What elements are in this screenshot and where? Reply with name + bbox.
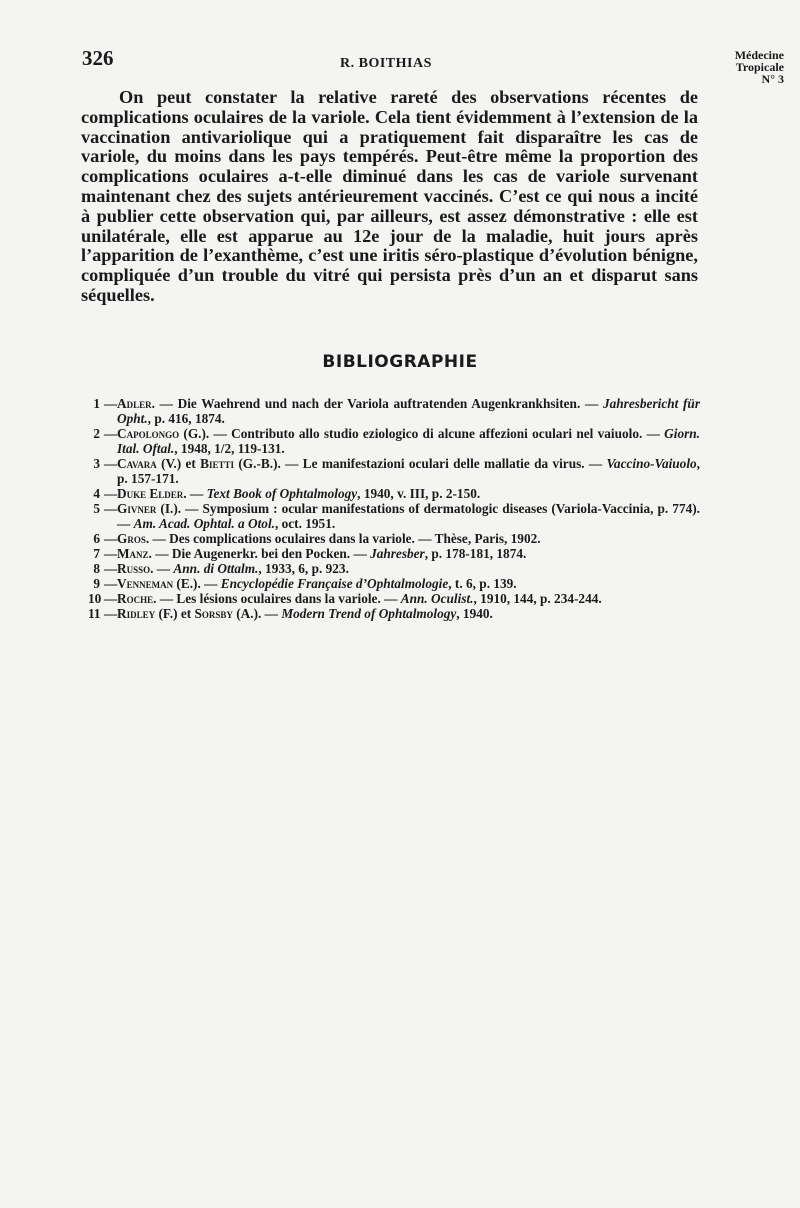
reference-10 [88, 591, 700, 606]
ref-details: , 1940. [456, 606, 493, 621]
ref-journal: Ann. Oculist. [400, 591, 474, 606]
reference-11 [88, 606, 700, 621]
ref-number: 1 [93, 396, 100, 411]
ref-author-2: Bietti [200, 456, 235, 471]
ref-text: — Des complications oculaires dans la variole. — Thèse, Paris, 1902. [149, 531, 541, 546]
ref-text: — [153, 561, 174, 576]
ref-details: , 1940, v. III, p. 2-150. [357, 486, 481, 501]
ref-number: 3 [93, 456, 100, 471]
ref-details: , t. 6, p. 139. [448, 576, 517, 591]
ref-text: — Die Augenerkr. bei den Pocken. — [151, 546, 371, 561]
ref-details: , p. 416, 1874. [147, 411, 225, 426]
ref-author-2: Sorsby [194, 606, 233, 621]
ref-text-2: (G.-B.). — Le manifestazioni oculari delle mallatie da virus. — [234, 456, 607, 471]
ref-details: , p. 178-181, 1874. [424, 546, 527, 561]
ref-author: Gros. [117, 531, 150, 546]
ref-journal: Text Book of Ophtalmology [206, 486, 358, 501]
ref-journal: Jahresber [370, 546, 425, 561]
reference-5 [88, 501, 700, 531]
ref-journal: Encyclopédie Française d’Ophtalmologie [220, 576, 449, 591]
ref-dash: — [104, 486, 118, 501]
ref-text: — Die Waehrend und nach der Variola auftratenden Augenkrankhsiten. — [154, 396, 603, 411]
ref-dash: — [104, 501, 118, 516]
journal-name-line1: Médecine [734, 48, 784, 62]
ref-text: (G.). — Contributo allo studio eziologico di alcune affezioni oculari nel vaiuolo. — [179, 426, 665, 441]
ref-number: 8 [93, 561, 100, 576]
ref-text: — [186, 486, 207, 501]
ref-dash: — [104, 561, 118, 576]
ref-details: , p. 157-171. [117, 456, 700, 486]
ref-dash: — [104, 531, 118, 546]
ref-text: — Les lésions oculaires dans la variole. — [156, 591, 401, 606]
ref-text: (I.). — Symposium : ocular manifestations of dermatologic diseases (Variola-Vaccinia, p. 774). — [117, 501, 700, 531]
journal-name-line2: Tropicale [735, 60, 784, 74]
ref-journal: Giorn. Ital. Oftal. [117, 426, 700, 456]
reference-8 [88, 561, 700, 576]
ref-dash: — [104, 456, 118, 471]
ref-number: 4 [93, 486, 100, 501]
ref-author: Givner [117, 501, 157, 516]
bibliography-list [88, 396, 700, 621]
ref-number: 7 [93, 546, 100, 561]
ref-author: Ridley [117, 606, 156, 621]
ref-author: Cavara [117, 456, 157, 471]
ref-number: 2 [93, 426, 100, 441]
ref-dash: — [104, 546, 118, 561]
ref-author: Venneman [117, 576, 174, 591]
ref-number: 10 [88, 591, 102, 606]
ref-details: , 1910, 144, p. 234-244. [473, 591, 602, 606]
ref-dash: — [104, 396, 118, 411]
page-number: 326 [82, 46, 114, 70]
body-paragraph: On peut constater la relative rareté des observations récentes de complications oculaires de la variole. Cela tient évidemment à l’extension de la vaccination antivariolique qui a pratiquement fait disparaître les cas de variole, du moins dans les pays tempérés. Peut-être même la proportion des complications oculaires a-t-elle diminué dans les cas de variole survenant maintenant chez des sujets antérieurement vaccinés. C’est ce qui nous a incité à publier cette observation qui, par ailleurs, est assez démonstrative : elle est unilatérale, elle est apparue au 12e jour de la maladie, huit jours après l’apparition de l’exanthème, c’est une iritis séro-plastique d’évolution bénigne, compliquée d’un trouble du vitré qui persista près d’un an et disparut sans séquelles. [81, 87, 698, 305]
ref-journal: Modern Trend of Ophtalmology [281, 606, 457, 621]
reference-9 [88, 576, 700, 591]
reference-7 [88, 546, 700, 561]
reference-6 [88, 531, 700, 546]
ref-text-2: (A.). — [232, 606, 282, 621]
ref-author: Adler. [117, 396, 155, 411]
ref-journal: Vaccino-Vaiuolo [606, 456, 697, 471]
ref-author: Manz. [117, 546, 152, 561]
ref-dash: — [104, 591, 118, 606]
ref-number: 9 [93, 576, 100, 591]
ref-details: , 1933, 6, p. 923. [258, 561, 349, 576]
reference-1 [88, 396, 700, 426]
ref-text: (V.) et [156, 456, 201, 471]
bibliography-title: BIBLIOGRAPHIE [322, 352, 478, 372]
journal-issue: N° 3 [761, 72, 784, 86]
ref-journal: Am. Acad. Ophtal. a Otol. [133, 516, 275, 531]
reference-3 [88, 456, 700, 486]
ref-dash: — [104, 606, 118, 621]
reference-4 [88, 486, 700, 501]
ref-details: , oct. 1951. [274, 516, 336, 531]
ref-number: 5 [93, 501, 100, 516]
ref-details: , 1948, 1/2, 119-131. [174, 441, 285, 456]
ref-author: Roche. [117, 591, 157, 606]
ref-text: (E.). — [173, 576, 221, 591]
ref-author: Russo. [117, 561, 154, 576]
ref-author: Duke Elder. [117, 486, 187, 501]
running-head: R. BOITHIAS [340, 56, 432, 71]
ref-author: Capolongo [117, 426, 180, 441]
ref-number: 6 [93, 531, 100, 546]
ref-number: 11 [88, 606, 101, 621]
ref-text: (F.) et [155, 606, 195, 621]
ref-journal: Jahresbericht für Opht. [117, 396, 700, 426]
ref-journal: Ann. di Ottalm. [173, 561, 259, 576]
journal-label [735, 49, 784, 85]
ref-dash: — [104, 426, 118, 441]
ref-dash: — [104, 576, 118, 591]
reference-2 [88, 426, 700, 456]
